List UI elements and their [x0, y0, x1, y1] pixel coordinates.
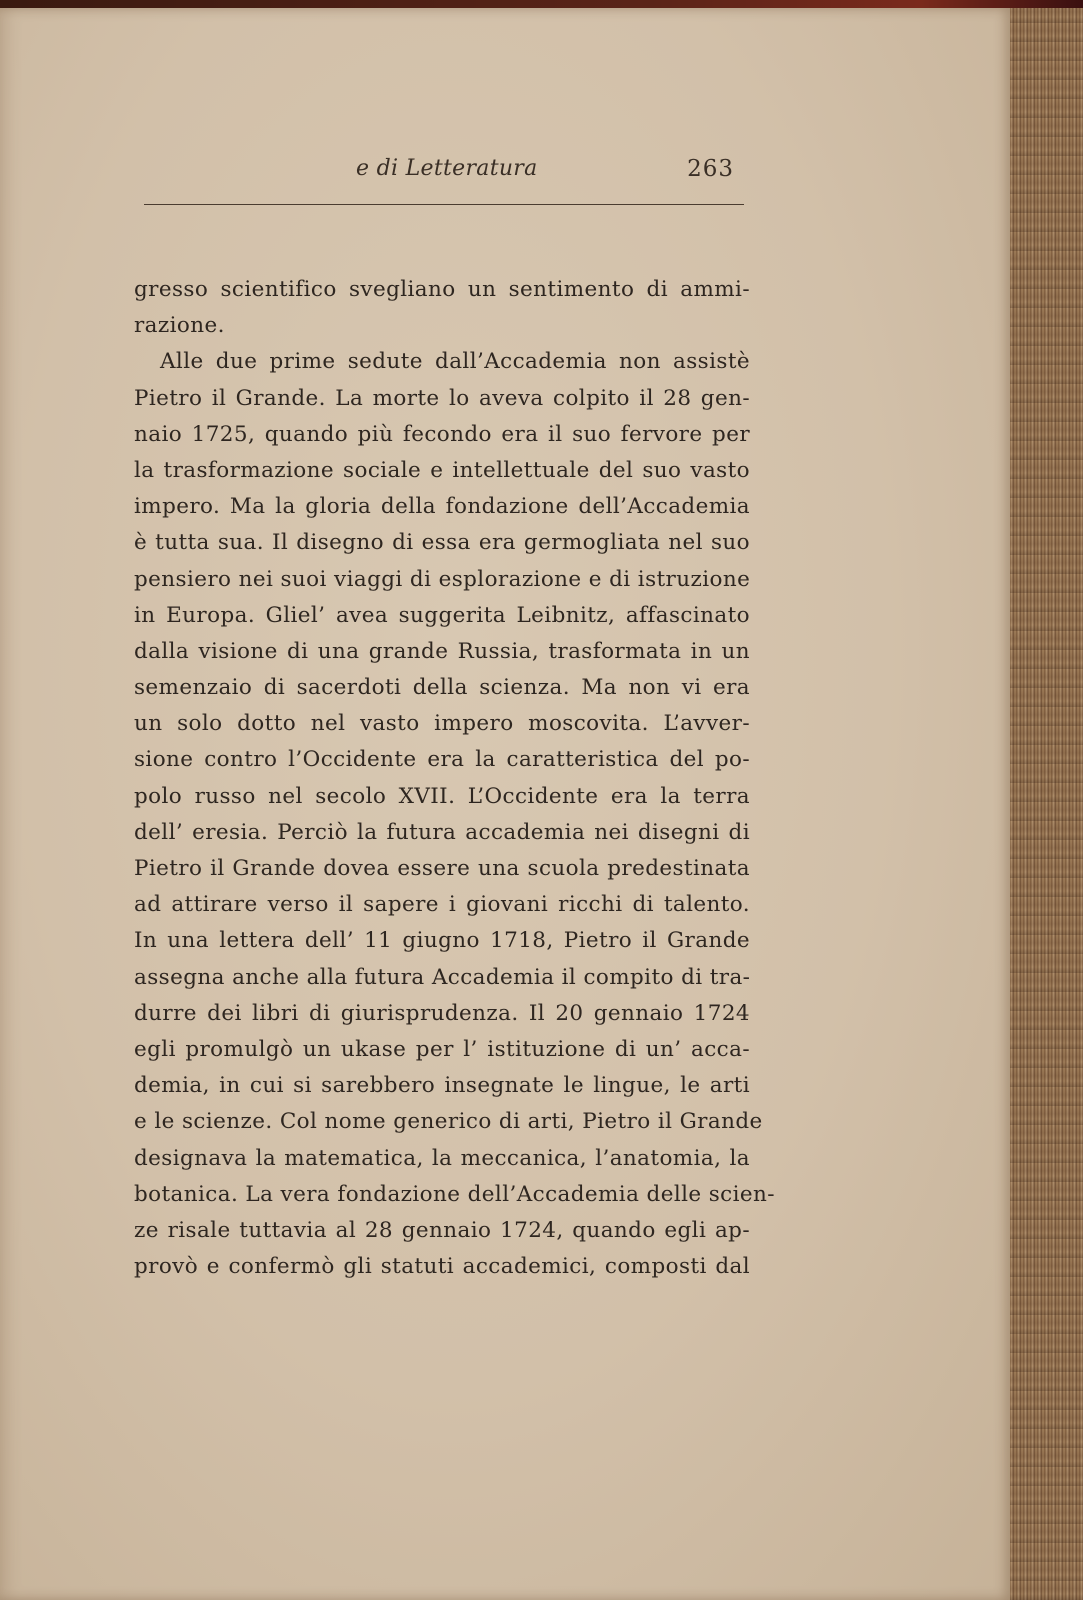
text-line: ze risale tuttavia al 28 gennaio 1724, quando egli ap-	[134, 1217, 750, 1243]
text-line: dell’ eresia. Perciò la futura accademia nei disegni di	[134, 819, 750, 845]
text-line: demia, in cui si sarebbero insegnate le lingue, le arti	[134, 1073, 750, 1099]
text-line: e le scienze. Col nome generico di arti, Pietro il Grande	[134, 1109, 763, 1135]
text-line: egli promulgò un ukase per l’ istituzione di un’ acca-	[134, 1036, 750, 1062]
text-line: polo russo nel secolo XVII. L’Occidente era la terra	[134, 783, 750, 809]
header-rule	[144, 204, 744, 205]
book-top-edge	[0, 0, 1083, 8]
book-page	[0, 8, 1010, 1600]
text-line: gresso scientifico svegliano un sentimento di ammi-	[134, 277, 750, 302]
text-line: sione contro l’Occidente era la caratteristica del po-	[134, 747, 750, 773]
text-line: botanica. La vera fondazione dell’Accademia delle scien-	[134, 1181, 775, 1207]
text-line: razione.	[134, 313, 225, 339]
text-line: designava la matematica, la meccanica, l’anatomia, la	[134, 1145, 750, 1171]
text-line: pensiero nei suoi viaggi di esplorazione e di istruzione	[134, 566, 751, 592]
text-line: un solo dotto nel vasto impero moscovita. L’avver-	[134, 711, 750, 737]
text-line: Alle due prime sedute dall’Accademia non assistè	[160, 349, 750, 375]
page-edges	[1010, 8, 1083, 1600]
text-line: ad attirare verso il sapere i giovani ricchi di talento.	[134, 892, 750, 918]
text-line: semenzaio di sacerdoti della scienza. Ma non vi era	[134, 675, 750, 701]
text-line: In una lettera dell’ 11 giugno 1718, Pietro il Grande	[134, 928, 750, 954]
text-line: provò e confermò gli statuti accademici, composti dal	[134, 1254, 750, 1280]
page-header	[136, 148, 746, 188]
text-line: Pietro il Grande dovea essere una scuola predestinata	[134, 856, 750, 881]
text-line: naio 1725, quando più fecondo era il suo fervore per	[134, 421, 750, 447]
text-line: impero. Ma la gloria della fondazione dell’Accademia	[134, 494, 750, 520]
text-line: è tutta sua. Il disegno di essa era germogliata nel suo	[134, 530, 750, 556]
page-number: 263	[687, 156, 734, 182]
text-line: durre dei libri di giurisprudenza. Il 20 gennaio 1724	[134, 1000, 750, 1026]
text-line: assegna anche alla futura Accademia il compito di tra-	[134, 964, 751, 990]
text-line: in Europa. Gliel’ avea suggerita Leibnitz, affascinato	[134, 602, 750, 628]
running-title: e di Letteratura	[356, 156, 538, 181]
text-line: Pietro il Grande. La morte lo aveva colpito il 28 gen-	[134, 385, 750, 411]
text-line: la trasformazione sociale e intellettuale del suo vasto	[134, 457, 750, 483]
body-text	[134, 272, 775, 1285]
text-line: dalla visione di una grande Russia, trasformata in un	[134, 638, 750, 664]
